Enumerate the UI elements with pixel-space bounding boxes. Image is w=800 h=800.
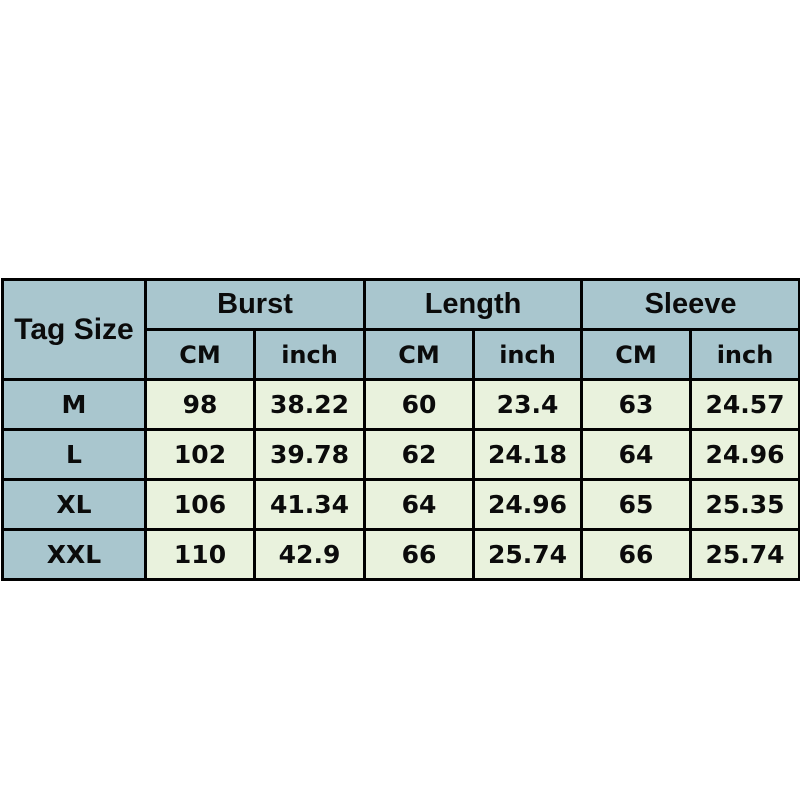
row-label-size: M: [3, 380, 146, 430]
cell-length-inch: 24.18: [474, 430, 582, 480]
group-header-burst: Burst: [146, 280, 365, 330]
unit-header-length-inch: inch: [474, 330, 582, 380]
size-chart-table: [1, 278, 800, 581]
cell-sleeve-inch: 25.35: [691, 480, 800, 530]
cell-sleeve-inch: 24.96: [691, 430, 800, 480]
unit-header-burst-cm: CM: [146, 330, 255, 380]
cell-sleeve-cm: 66: [582, 530, 691, 580]
cell-sleeve-cm: 65: [582, 480, 691, 530]
cell-length-cm: 66: [365, 530, 474, 580]
row-label-size: L: [3, 430, 146, 480]
group-header-sleeve: Sleeve: [582, 280, 800, 330]
cell-length-inch: 24.96: [474, 480, 582, 530]
cell-length-inch: 25.74: [474, 530, 582, 580]
cell-length-cm: 62: [365, 430, 474, 480]
table-row-xl: [3, 480, 800, 530]
cell-length-cm: 64: [365, 480, 474, 530]
unit-header-sleeve-inch: inch: [691, 330, 800, 380]
unit-header-sleeve-cm: CM: [582, 330, 691, 380]
cell-sleeve-inch: 25.74: [691, 530, 800, 580]
cell-burst-inch: 41.34: [255, 480, 365, 530]
row-label-size: XXL: [3, 530, 146, 580]
cell-length-inch: 23.4: [474, 380, 582, 430]
cell-sleeve-cm: 64: [582, 430, 691, 480]
cell-burst-inch: 39.78: [255, 430, 365, 480]
table-row-m: [3, 380, 800, 430]
cell-burst-cm: 102: [146, 430, 255, 480]
table-row-xxl: [3, 530, 800, 580]
cell-burst-cm: 106: [146, 480, 255, 530]
cell-burst-cm: 110: [146, 530, 255, 580]
header-group-row: [3, 280, 800, 330]
cell-sleeve-inch: 24.57: [691, 380, 800, 430]
cell-sleeve-cm: 63: [582, 380, 691, 430]
unit-header-burst-inch: inch: [255, 330, 365, 380]
table-row-l: [3, 430, 800, 480]
cell-burst-inch: 42.9: [255, 530, 365, 580]
cell-length-cm: 60: [365, 380, 474, 430]
group-header-length: Length: [365, 280, 582, 330]
cell-burst-cm: 98: [146, 380, 255, 430]
unit-header-length-cm: CM: [365, 330, 474, 380]
corner-header-tag-size: Tag Size: [3, 280, 146, 380]
cell-burst-inch: 38.22: [255, 380, 365, 430]
row-label-size: XL: [3, 480, 146, 530]
